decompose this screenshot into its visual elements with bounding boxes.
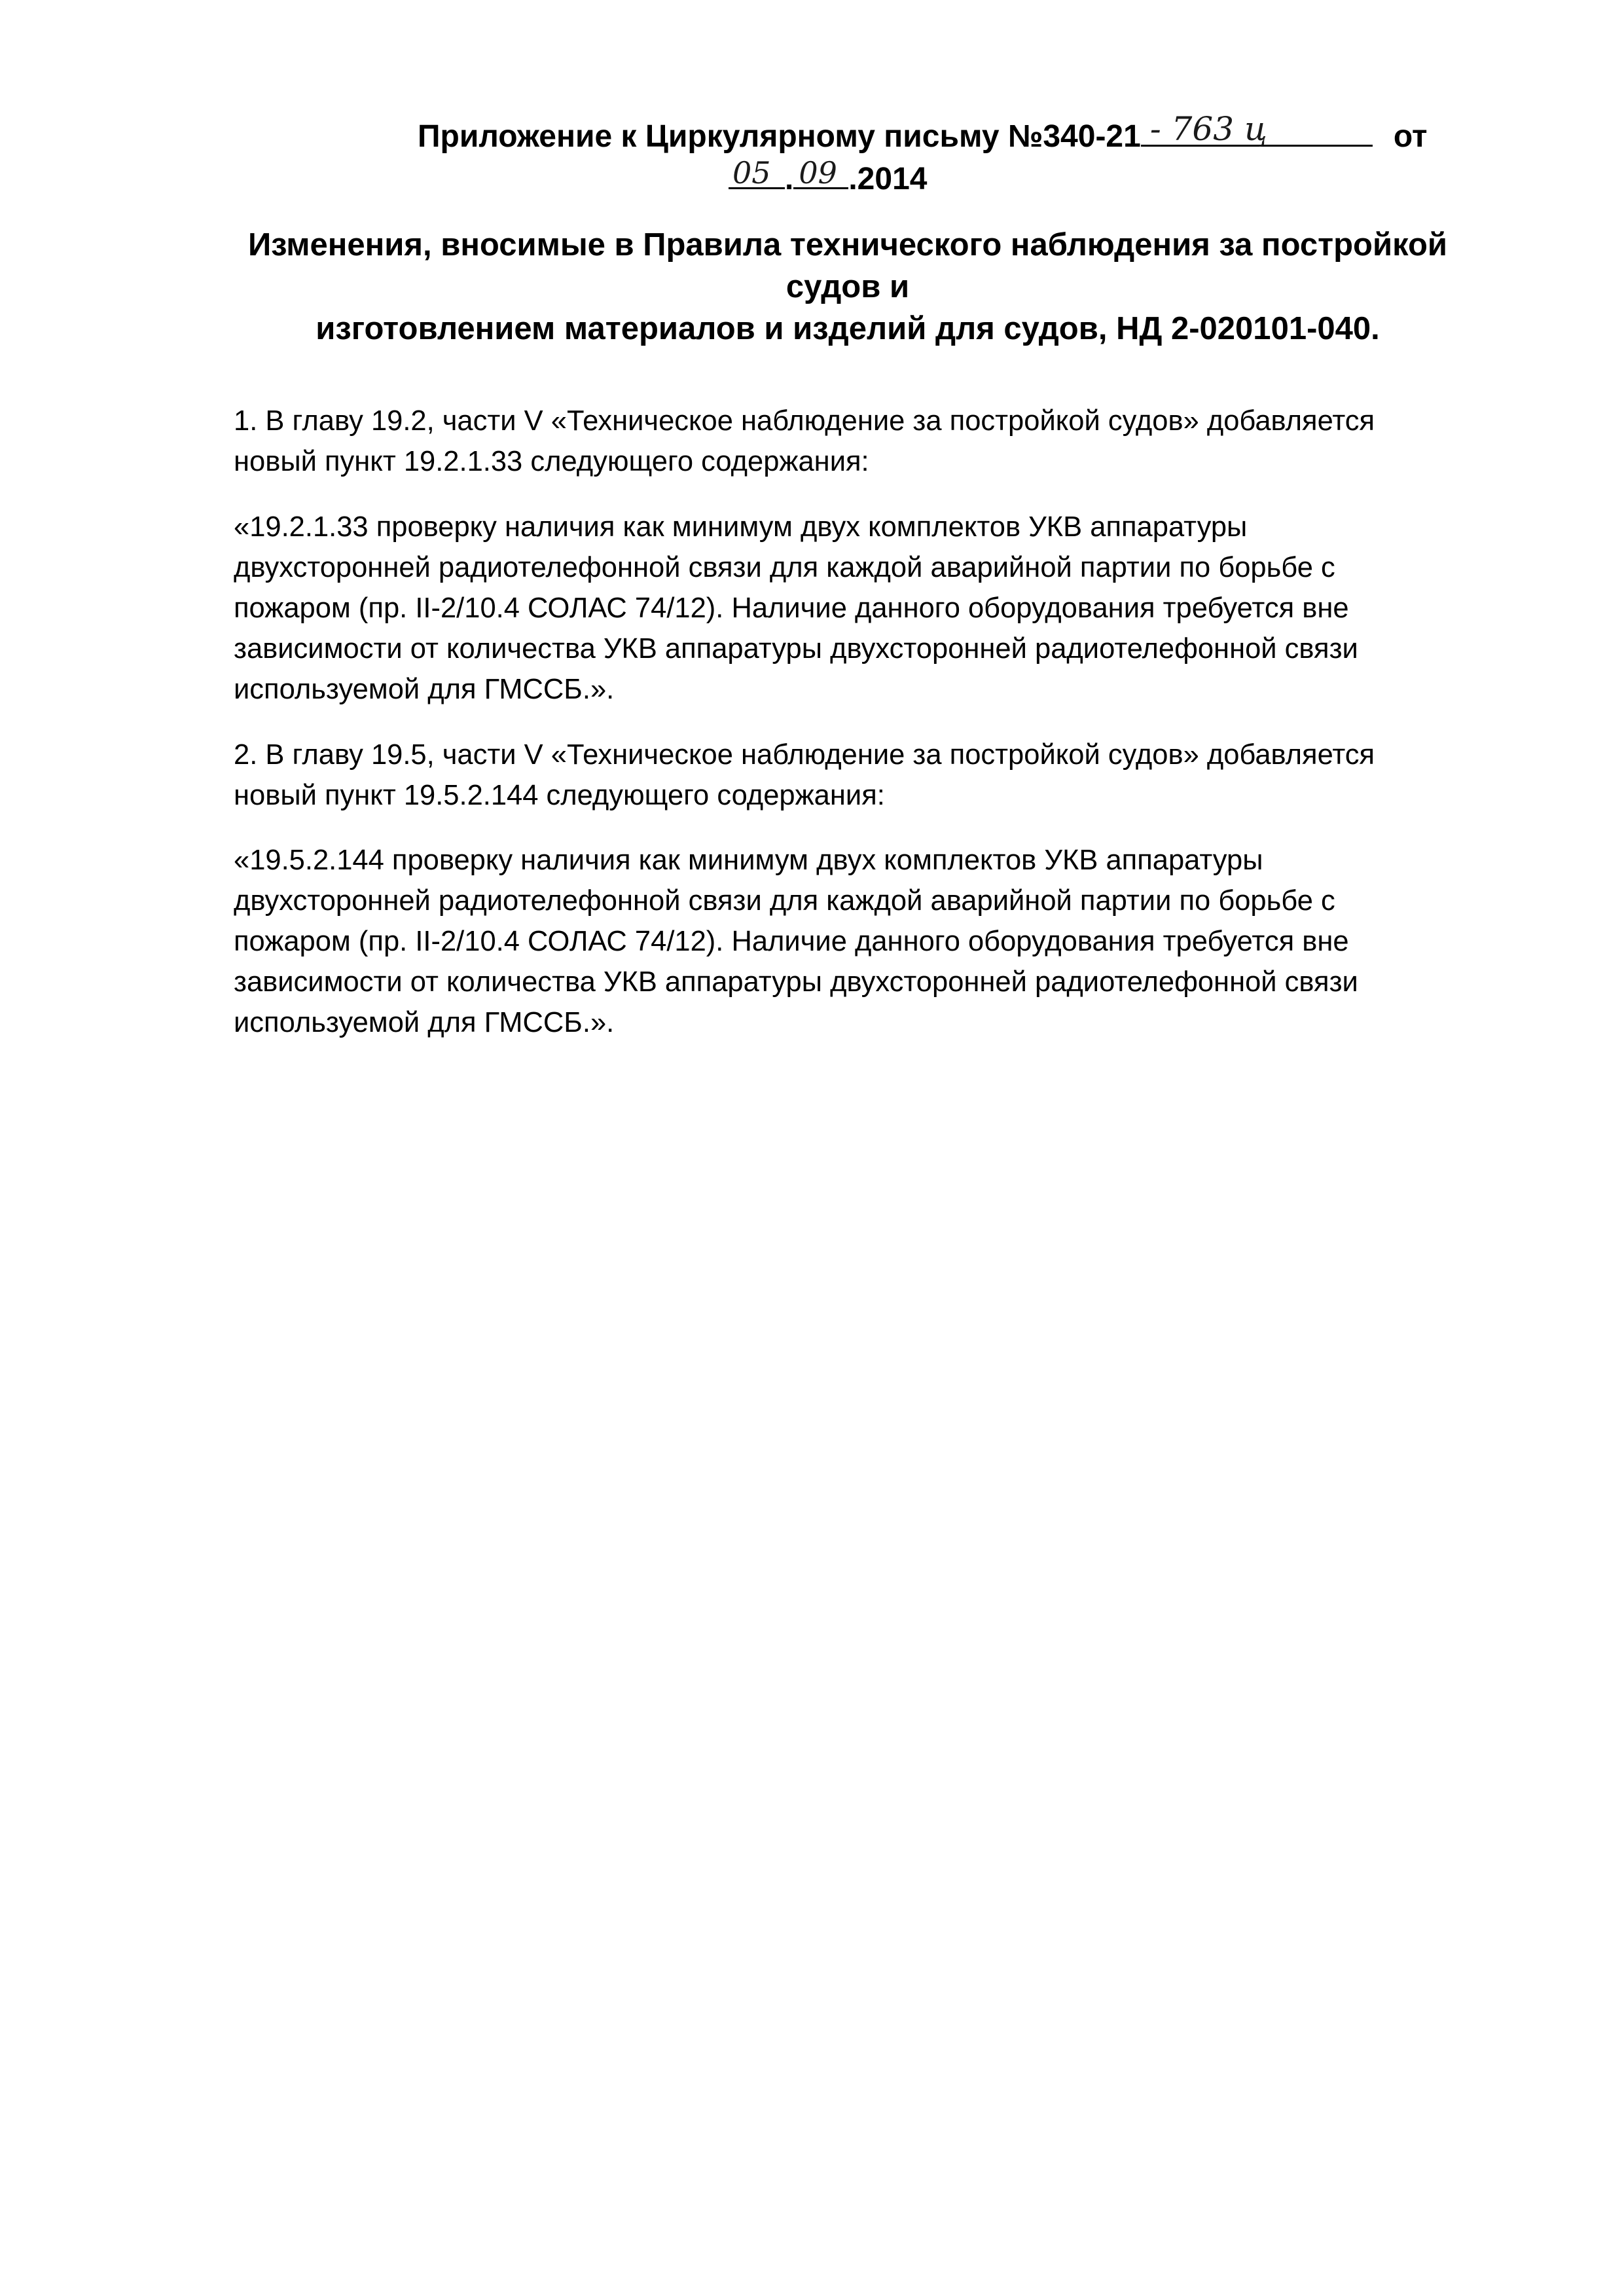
date-day-blank: [729, 157, 785, 189]
paragraph-line: новый пункт 19.2.1.33 следующего содержания:: [234, 446, 869, 477]
paragraph-line: двухсторонней радиотелефонной связи для каждой аварийной партии по борьбе с: [234, 552, 1335, 583]
date-year: .2014: [848, 162, 928, 196]
appendix-header: [418, 110, 1428, 156]
document-title: [196, 224, 1499, 350]
header-prefix: Приложение к Циркулярному письму №340-21: [418, 119, 1141, 154]
date-separator: .: [785, 162, 794, 196]
paragraph-quote-19-5-2-144: [234, 840, 1464, 1043]
paragraph-line: зависимости от количества УКВ аппаратуры двухсторонней радиотелефонной связи: [234, 633, 1358, 665]
paragraph-line: новый пункт 19.5.2.144 следующего содержания:: [234, 780, 885, 811]
paragraph-quote-19-2-1-33: [234, 507, 1464, 710]
handwritten-date-day: 05: [732, 155, 771, 191]
paragraph-line: двухсторонней радиотелефонной связи для каждой аварийной партии по борьбе с: [234, 885, 1335, 917]
appendix-date: [729, 157, 927, 199]
paragraph-line: используемой для ГМССБ.».: [234, 1007, 615, 1038]
paragraph-item-2: [234, 735, 1464, 816]
paragraph-line: 1. В главу 19.2, части V «Техническое наблюдение за постройкой судов» добавляется: [234, 405, 1375, 437]
title-line-2: изготовлением материалов и изделий для судов, НД 2-020101-040.: [316, 311, 1380, 346]
handwritten-letter-number: - 763 ц: [1149, 110, 1267, 148]
handwritten-date-month: 09: [799, 155, 837, 191]
date-month-blank: [793, 157, 848, 189]
paragraph-line: пожаром (пр. II-2/10.4 СОЛАС 74/12). Наличие данного оборудования требуется вне: [234, 926, 1349, 957]
title-line-1: Изменения, вносимые в Правила технического наблюдения за постройкой судов и: [247, 227, 1448, 304]
paragraph-line: зависимости от количества УКВ аппаратуры двухсторонней радиотелефонной связи: [234, 966, 1358, 998]
header-from-label: от: [1393, 119, 1428, 154]
paragraph-item-1: [234, 401, 1464, 482]
paragraph-line: используемой для ГМССБ.».: [234, 674, 615, 705]
paragraph-line: «19.2.1.33 проверку наличия как минимум двух комплектов УКВ аппаратуры: [234, 511, 1248, 543]
paragraph-line: 2. В главу 19.5, части V «Техническое наблюдение за постройкой судов» добавляется: [234, 739, 1375, 771]
letter-number-blank: [1141, 110, 1373, 148]
paragraph-line: пожаром (пр. II-2/10.4 СОЛАС 74/12). Наличие данного оборудования требуется вне: [234, 592, 1349, 624]
paragraph-line: «19.5.2.144 проверку наличия как минимум двух комплектов УКВ аппаратуры: [234, 845, 1263, 876]
